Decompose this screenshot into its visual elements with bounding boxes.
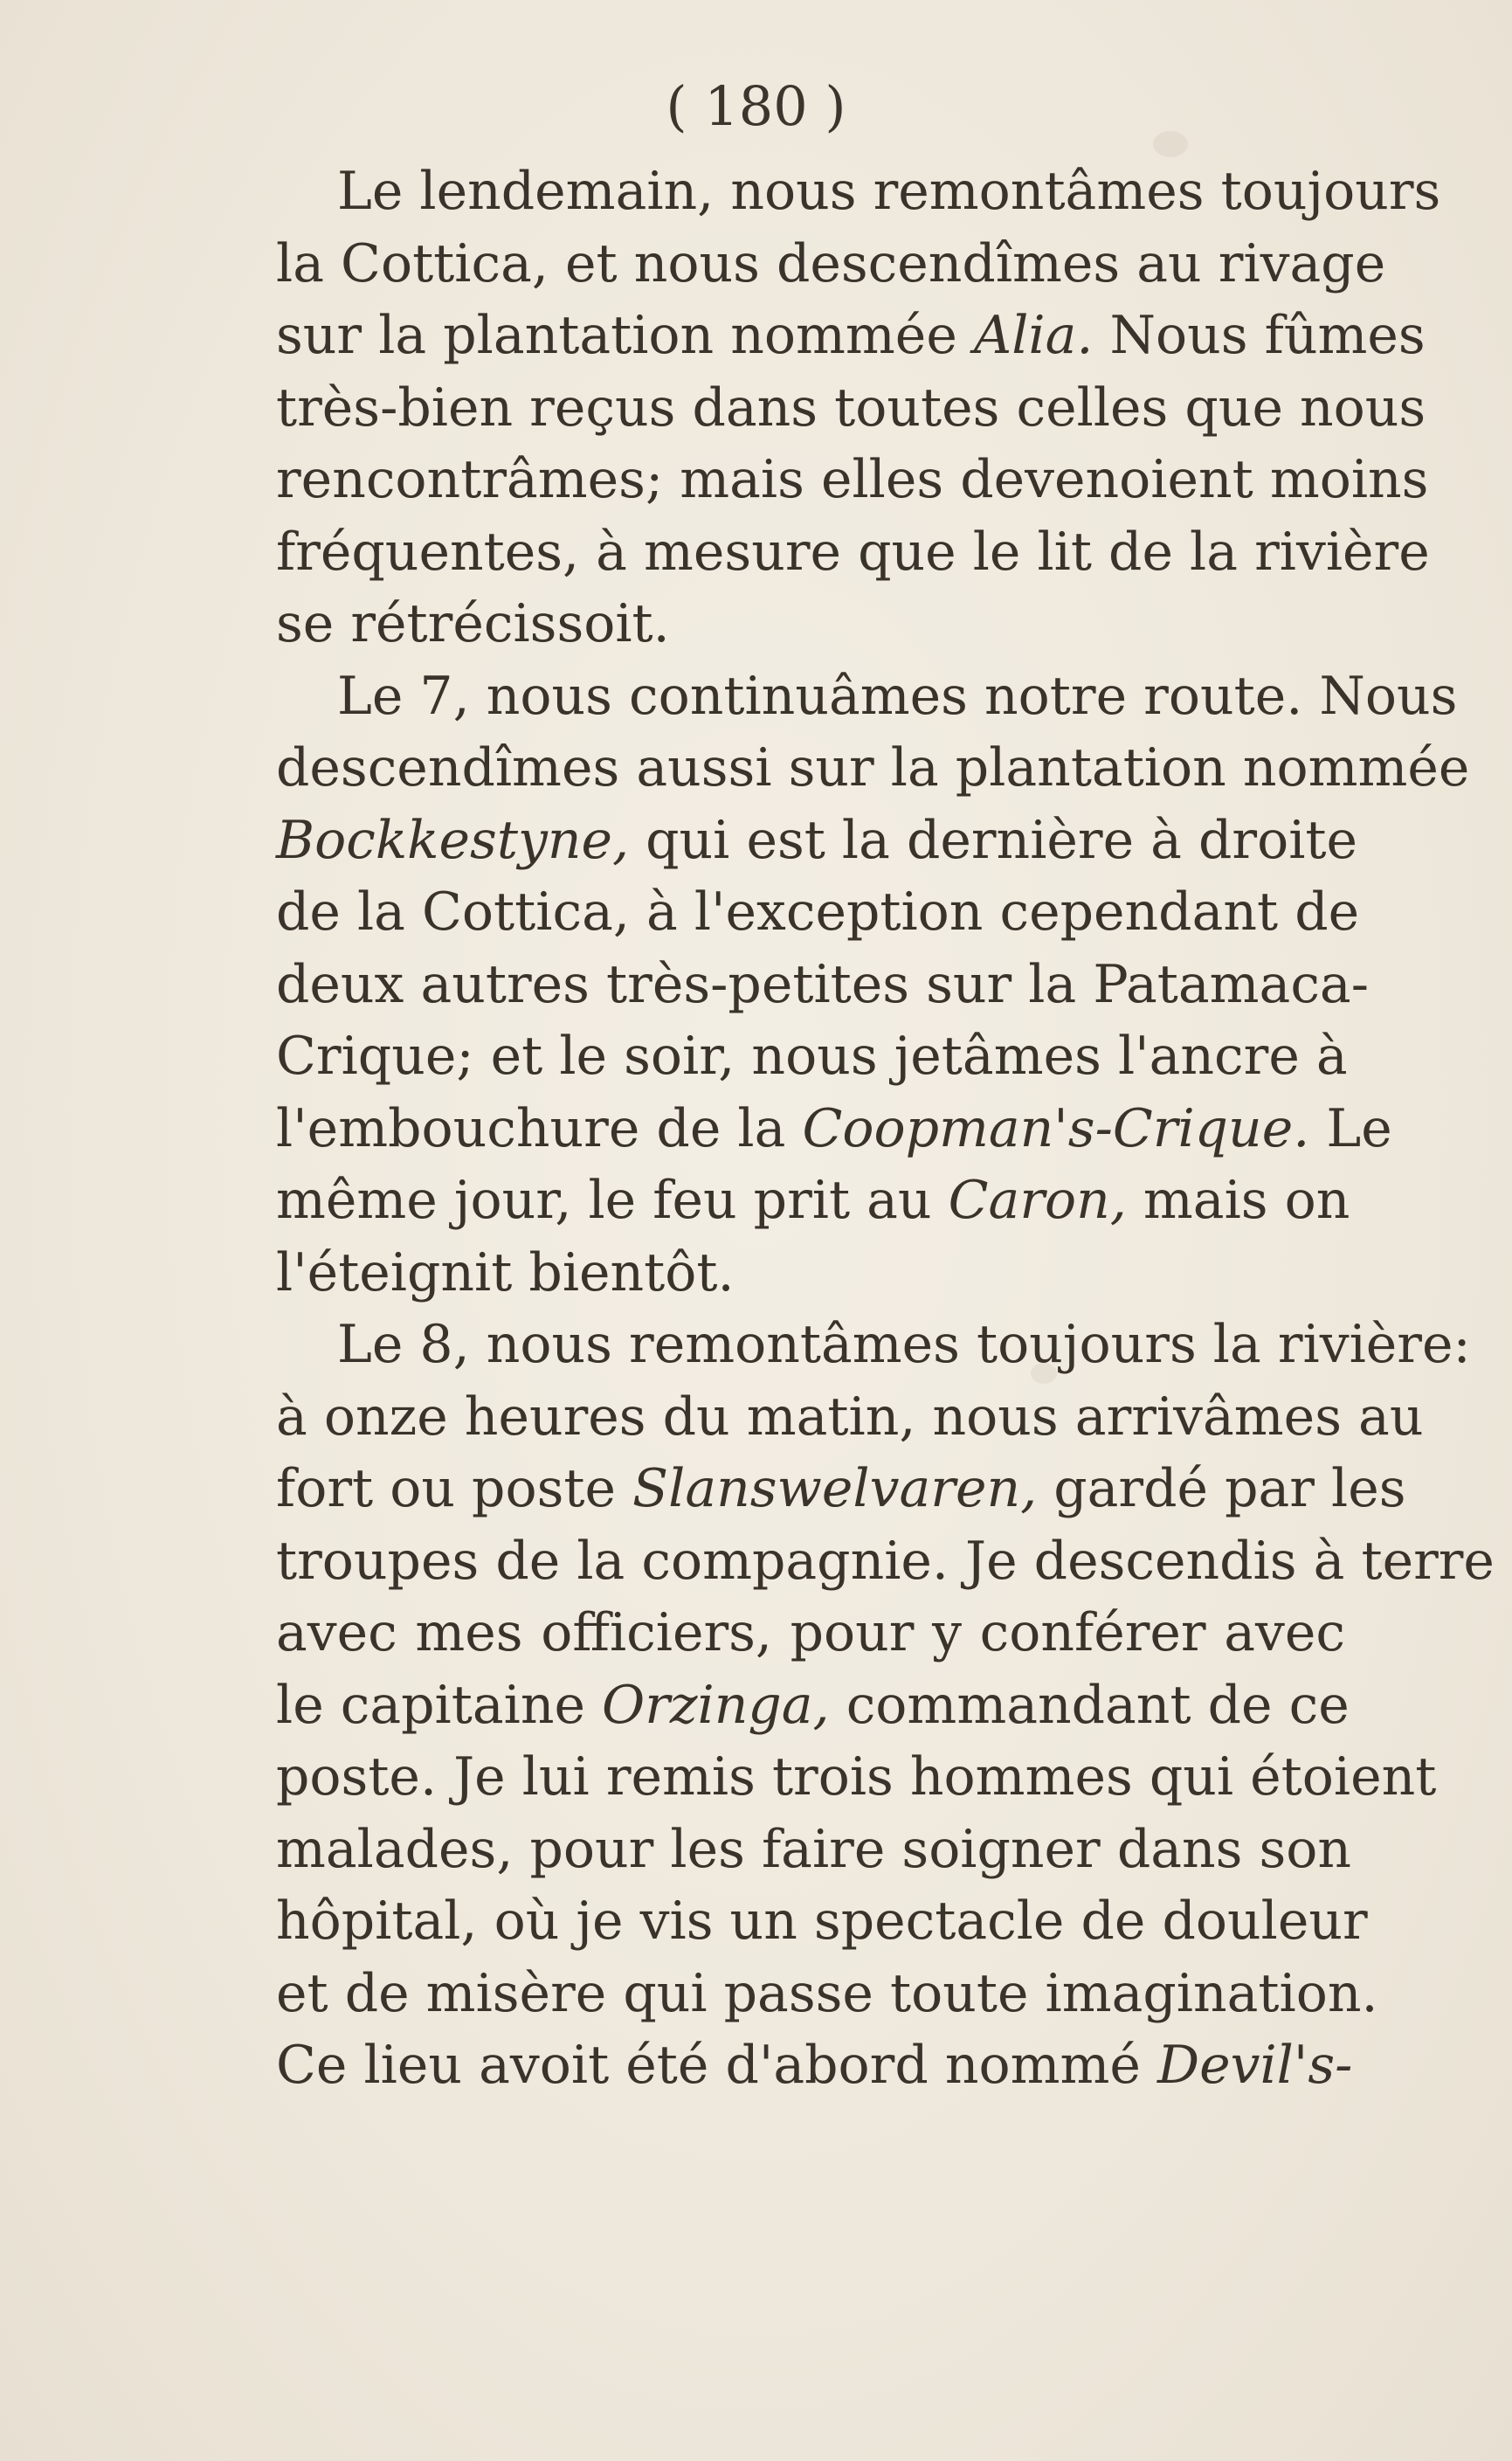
italic-name: Caron, xyxy=(948,1170,1127,1231)
text-line xyxy=(276,1237,1345,1310)
text-line xyxy=(276,300,1426,372)
page-number: ( 180 ) xyxy=(666,74,846,138)
text-line xyxy=(276,1525,1495,1598)
text-line xyxy=(276,1453,1406,1525)
text-line xyxy=(276,1309,1471,1381)
text-line xyxy=(276,1958,1378,2030)
text-run: descendîmes aussi sur la plantation nommée xyxy=(276,737,1470,798)
text-run: mais on xyxy=(1126,1170,1350,1231)
text-run: malades, pour les faire soigner dans son xyxy=(276,1818,1352,1880)
text-line xyxy=(276,876,1360,949)
text-line xyxy=(276,1814,1352,1886)
text-run: et de misère qui passe toute imagination. xyxy=(276,1962,1378,2024)
text-run: commandant de ce xyxy=(829,1674,1350,1736)
italic-name: Alia. xyxy=(973,305,1094,366)
text-run: gardé par les xyxy=(1037,1458,1406,1519)
text-line xyxy=(276,1741,1437,1814)
text-run: très-bien reçus dans toutes celles que nous xyxy=(276,377,1426,439)
text-line xyxy=(276,2029,1353,2102)
text-line xyxy=(276,732,1470,805)
text-run: sur la plantation nommée xyxy=(276,305,974,366)
text-line xyxy=(276,660,1458,733)
text-line xyxy=(276,805,1358,877)
text-line xyxy=(276,949,1369,1021)
text-run: Crique; et le soir, nous jetâmes l'ancre à xyxy=(276,1026,1348,1087)
text-run: rencontrâmes; mais elles devenoient moins xyxy=(276,449,1429,510)
text-run: troupes de la compagnie. Je descendis à terre xyxy=(276,1530,1495,1592)
text-run: deux autres très-petites sur la Patamaca- xyxy=(276,953,1369,1015)
text-line xyxy=(276,516,1430,589)
text-run: Le lendemain, nous remontâmes toujours xyxy=(337,161,1441,222)
text-run: qui est la dernière à droite xyxy=(629,809,1358,871)
text-line xyxy=(276,228,1386,301)
text-run: avec mes officiers, pour y conférer avec xyxy=(276,1602,1345,1663)
text-line xyxy=(276,444,1429,516)
text-run: de la Cottica, à l'exception cependant de xyxy=(276,881,1360,943)
italic-name: Devil's- xyxy=(1156,2035,1353,2096)
text-line xyxy=(276,1165,1350,1237)
text-line xyxy=(276,1093,1392,1165)
text-line xyxy=(276,1597,1345,1669)
text-run: même jour, le feu prit au xyxy=(276,1170,949,1231)
text-run: la Cottica, et nous descendîmes au rivage xyxy=(276,232,1386,294)
body-text xyxy=(276,156,1495,2102)
text-run: hôpital, où je vis un spectacle de douleur xyxy=(276,1891,1368,1952)
text-run: fréquentes, à mesure que le lit de la rivière xyxy=(276,521,1430,583)
text-line xyxy=(276,1020,1348,1093)
text-run: Le xyxy=(1309,1097,1392,1159)
text-run: se rétrécissoit. xyxy=(276,593,670,654)
text-line xyxy=(276,372,1426,445)
text-line xyxy=(276,1381,1424,1454)
text-run: l'éteignit bientôt. xyxy=(276,1241,735,1303)
italic-name: Coopman's-Crique. xyxy=(802,1097,1310,1159)
text-run: l'embouchure de la xyxy=(276,1097,803,1159)
italic-name: Slanswelvaren, xyxy=(632,1458,1038,1519)
italic-name: Orzinga, xyxy=(602,1674,830,1736)
text-line xyxy=(276,588,1345,660)
text-run: Nous fûmes xyxy=(1093,305,1426,366)
text-line xyxy=(276,1885,1368,1958)
text-run: poste. Je lui remis trois hommes qui étoient xyxy=(276,1746,1437,1808)
text-line xyxy=(276,156,1441,228)
text-run: Le 8, nous remontâmes toujours la rivière: xyxy=(337,1314,1471,1375)
text-run: Ce lieu avoit été d'abord nommé xyxy=(276,2035,1157,2096)
italic-name: Bockkestyne, xyxy=(276,809,630,871)
text-run: Le 7, nous continuâmes notre route. Nous xyxy=(337,665,1458,727)
text-line xyxy=(276,1669,1350,1742)
text-run: à onze heures du matin, nous arrivâmes au xyxy=(276,1386,1424,1448)
text-run: fort ou poste xyxy=(276,1458,633,1519)
text-run: le capitaine xyxy=(276,1674,603,1736)
